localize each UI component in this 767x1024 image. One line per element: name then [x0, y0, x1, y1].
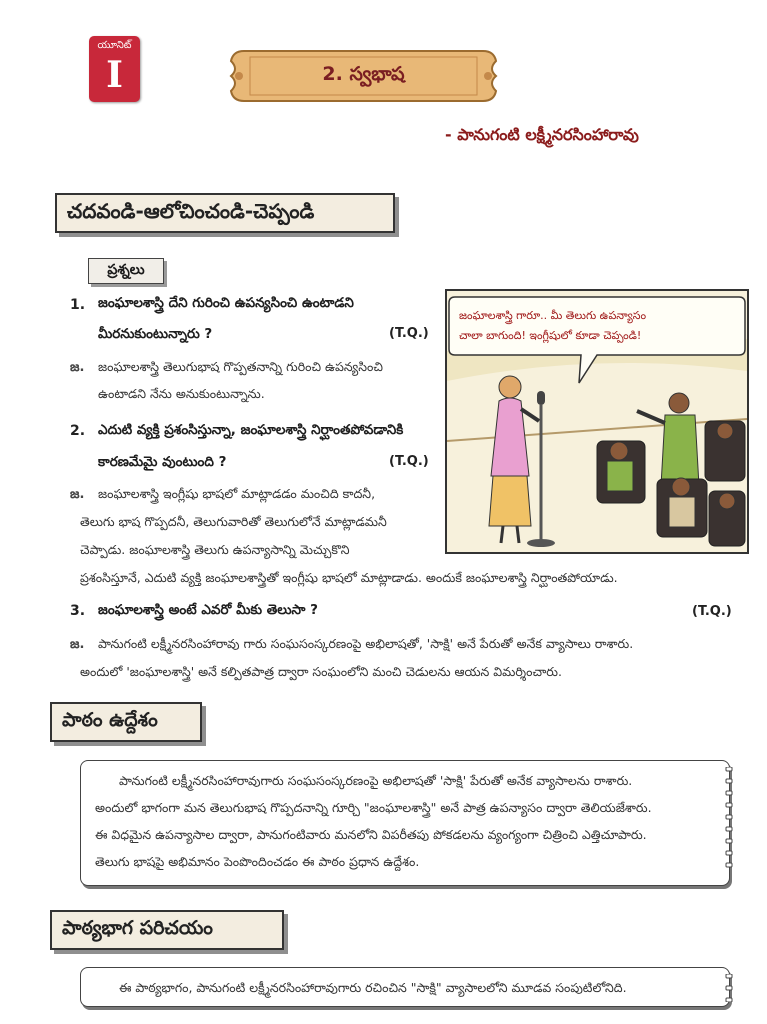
speech-line-1: జంఘాలశాస్త్రి గారూ.. మీ తెలుగు ఉపన్యాసం — [459, 309, 647, 322]
question-text: కారణమేమై వుంటుంది ? — [98, 454, 227, 470]
answer-marker: జ. — [70, 637, 85, 652]
answer-text: అందులో 'జంఘాలశాస్త్రి' అనే కల్పితపాత్ర ద్వారా సంఘంలోని మంచి చెడులను ఆయన విమర్శించారు. — [80, 664, 562, 679]
question-number: 1. — [70, 297, 86, 313]
purpose-line: అందులో భాగంగా మన తెలుగుభాష గొప్పదనాన్ని గూర్చి "జంఘాలశాస్త్రి" అనే పాత్ర ఉపన్యాసం ద్వారా తెలియజేశారు. — [95, 800, 652, 815]
intro-text — [95, 974, 627, 1001]
binder-spiral-icon — [725, 767, 733, 877]
tq-tag: (T.Q.) — [389, 454, 429, 469]
question-text: జంఘాలశాస్త్రి దేని గురించి ఉపన్యసించి ఉంటాడని — [98, 295, 354, 311]
lesson-purpose-box — [80, 760, 730, 886]
section-heading-read-think-speak: చదవండి-ఆలోచించండి-చెప్పండి — [55, 193, 395, 233]
unit-number: I — [106, 54, 123, 96]
purpose-line: ఈ విధమైన ఉపన్యాసాల ద్వారా, పానుగంటివారు మనలోని విపరీతపు పోకడలను వ్యంగ్యంగా చిత్రించి ఎత్తిచూపారు. — [95, 827, 647, 842]
unit-badge — [89, 36, 140, 102]
section-heading-lesson-purpose: పాఠం ఉద్దేశం — [50, 702, 202, 742]
unit-label: యూనిట్ — [97, 40, 132, 51]
question-text: జంఘాలశాస్త్రి అంటే ఎవరో మీకు తెలుసా ? — [98, 602, 318, 618]
answer-text: పానుగంటి లక్ష్మీనరసింహారావు గారు సంఘసంస్కరణంపై అభిలాషతో, 'సాక్షి' అనే పేరుతో అనేక వ్యాసాలు రాశారు. — [98, 636, 634, 651]
binder-spiral-icon — [725, 974, 733, 1002]
cartoon-illustration — [445, 289, 749, 554]
question-text: ఎదుటి వ్యక్తి ప్రశంసిస్తున్నా, జంఘాలశాస్త్రి నిర్ఘాంతపోవడానికి — [98, 422, 404, 438]
answer-marker: జ. — [70, 360, 85, 375]
question-text: మీరనుకుంటున్నారు ? — [98, 326, 213, 342]
answer-text: తెలుగు భాష గొప్పదనీ, తెలుగువారితో తెలుగులోనే మాట్లాడమనీ — [80, 514, 387, 529]
answer-text: జంఘాలశాస్త్రి తెలుగుభాష గొప్పతనాన్ని గురించి ఉపన్యసించి — [98, 359, 383, 374]
speech-line-2: చాలా బాగుంది! ఇంగ్లీషులో కూడా చెప్పండి! — [459, 329, 642, 342]
intro-text-content: ఈ పాఠ్యభాగం, పానుగంటి లక్ష్మీనరసింహారావుగారు రచించిన "సాక్షి" వ్యాసాలలోని మూడవ సంపుటిలోనిది. — [119, 979, 627, 995]
section-heading-lesson-intro: పాఠ్యభాగ పరిచయం — [50, 910, 284, 950]
cartoon-drawing — [447, 291, 747, 552]
tq-tag: (T.Q.) — [389, 326, 429, 341]
purpose-line-text: పానుగంటి లక్ష్మీనరసింహారావుగారు సంఘసంస్కరణంపై అభిలాషతో 'సాక్షి' పేరుతో అనేక వ్యాసాలను రాశారు. — [119, 773, 633, 788]
purpose-line — [95, 767, 715, 794]
answer-text: ఉంటాడని నేను అనుకుంటున్నాను. — [98, 386, 265, 401]
purpose-line: తెలుగు భాషపై అభిమానం పెంపొందించడం ఈ పాఠం ప్రధాన ఉద్దేశం. — [95, 854, 420, 869]
answer-text: జంఘాలశాస్త్రి ఇంగ్లీషు భాషలో మాట్లాడడం మంచిది కాదనీ, — [98, 486, 376, 501]
answer-text: చెప్పాడు. జంఘాలశాస్త్రి తెలుగు ఉపన్యాసాన్ని మెచ్చుకొని — [80, 542, 350, 557]
question-number: 2. — [70, 423, 86, 439]
answer-marker: జ. — [70, 487, 85, 502]
questions-heading: ప్రశ్నలు — [88, 258, 164, 284]
answer-text: ప్రశంసిస్తూనే, ఎదుటి వ్యక్తి జంఘాలశాస్త్రితో ఇంగ్లీషు భాషలో మాట్లాడాడు. అందుకే జంఘాలశాస్త్రి నిర్ఘాంతపోయాడు. — [80, 570, 618, 585]
tq-tag: (T.Q.) — [692, 604, 732, 619]
lesson-title: 2. స్వభాష — [322, 62, 405, 85]
lesson-intro-box — [80, 967, 730, 1007]
question-number: 3. — [70, 603, 86, 619]
lesson-author: - పానుగంటి లక్ష్మీనరసింహారావు — [445, 125, 639, 144]
